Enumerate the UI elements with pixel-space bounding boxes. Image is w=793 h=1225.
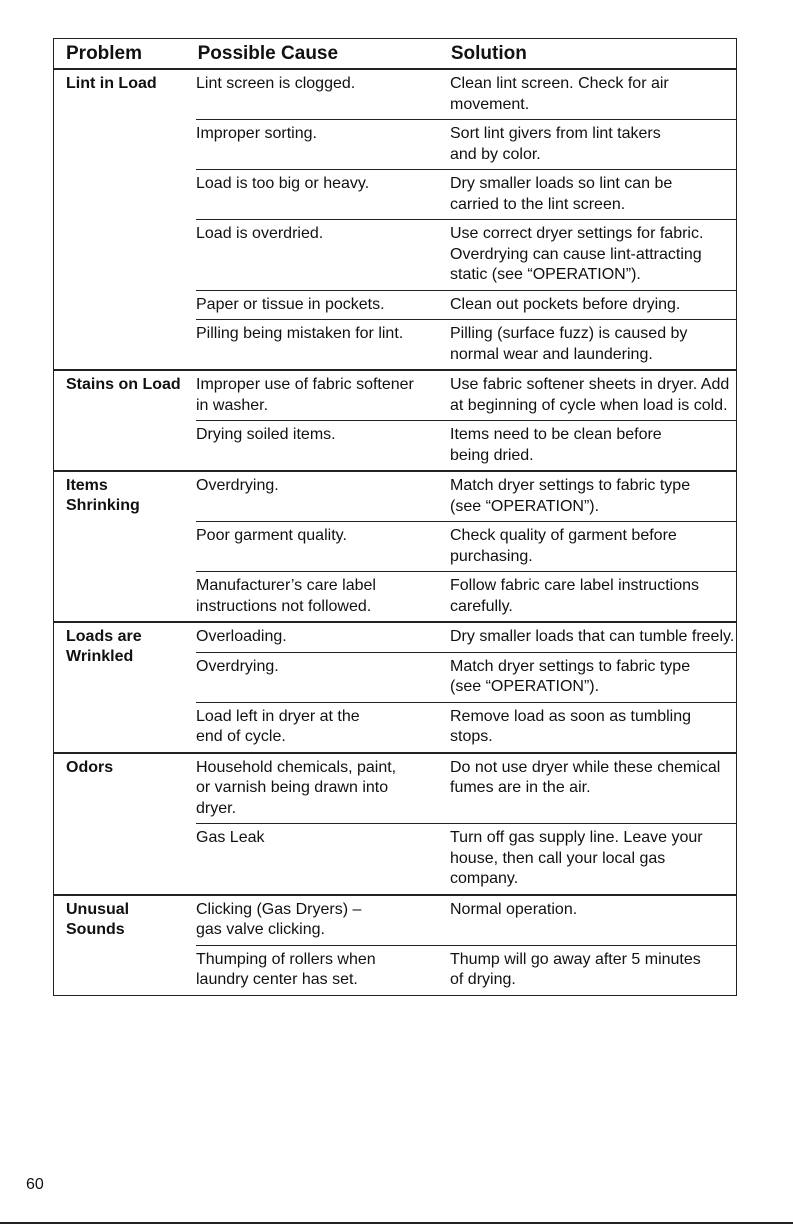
table-header — [54, 39, 736, 70]
table-row — [196, 220, 736, 291]
problem-name: Odors — [66, 758, 114, 776]
table-row — [196, 320, 736, 369]
problem-group — [54, 754, 736, 896]
problem-name: Items Shrinking — [66, 477, 140, 514]
possible-cause: Improper sorting. — [196, 125, 317, 142]
possible-cause: Overdrying. — [196, 657, 279, 675]
problem-name: Loads are Wrinkled — [66, 628, 142, 665]
possible-cause: Load left in dryer at the end of cycle. — [196, 707, 360, 745]
problem-group — [54, 371, 736, 472]
solution: Dry smaller loads that can tumble freely. — [450, 628, 735, 645]
possible-cause: Improper use of fabric softener in washer. — [196, 376, 414, 414]
solution: Pilling (surface fuzz) is caused by normal wear and laundering. — [450, 325, 688, 363]
solution: Clean out pockets before drying. — [450, 295, 681, 313]
possible-cause: Paper or tissue in pockets. — [196, 295, 385, 313]
possible-cause: Poor garment quality. — [196, 527, 347, 544]
solution: Normal operation. — [450, 900, 578, 918]
solution: Clean lint screen. Check for air movement. — [450, 75, 669, 113]
possible-cause: Load is too big or heavy. — [196, 175, 370, 192]
possible-cause: Lint screen is clogged. — [196, 75, 356, 92]
table-row — [196, 472, 736, 522]
page-number: 60 — [26, 1176, 44, 1193]
table-row — [196, 70, 736, 120]
table-row — [196, 824, 736, 894]
table-row — [196, 170, 736, 220]
solution: Remove load as soon as tumbling stops. — [450, 707, 692, 745]
solution: Turn off gas supply line. Leave your house, then call your local gas company. — [450, 829, 703, 887]
table-row — [196, 371, 736, 421]
table-row — [196, 623, 736, 653]
problem-group — [54, 472, 736, 623]
solution: Dry smaller loads so lint can be carried to the lint screen. — [450, 175, 673, 213]
table-row — [196, 120, 736, 170]
problem-name: Lint in Load — [66, 75, 157, 92]
solution: Use fabric softener sheets in dryer. Add at beginning of cycle when load is cold. — [450, 376, 730, 414]
table-row — [196, 946, 736, 995]
possible-cause: Load is overdried. — [196, 225, 324, 242]
header-solution: Solution — [450, 43, 527, 64]
problem-group — [54, 70, 736, 371]
problem-group — [54, 623, 736, 754]
table-body — [54, 70, 736, 995]
table-row — [196, 421, 736, 470]
possible-cause: Clicking (Gas Dryers) – gas valve clicking. — [196, 900, 362, 938]
solution: Do not use dryer while these chemical fumes are in the air. — [450, 758, 721, 796]
header-problem: Problem — [66, 43, 143, 64]
table-row — [196, 522, 736, 572]
solution: Match dryer settings to fabric type (see “OPERATION”). — [450, 477, 691, 515]
possible-cause: Thumping of rollers when laundry center has set. — [196, 950, 376, 988]
bottom-rule — [0, 1222, 793, 1224]
solution: Use correct dryer settings for fabric. Overdrying can cause lint-attracting static (see “OPERATION”). — [450, 225, 704, 283]
solution: Follow fabric care label instructions carefully. — [450, 577, 699, 615]
table-row — [196, 653, 736, 703]
table-row — [196, 896, 736, 946]
solution: Thump will go away after 5 minutes of drying. — [450, 950, 701, 988]
table-row — [196, 754, 736, 825]
possible-cause: Pilling being mistaken for lint. — [196, 325, 404, 342]
header-possible-cause: Possible Cause — [197, 43, 339, 64]
possible-cause: Household chemicals, paint, or varnish being drawn into dryer. — [196, 758, 397, 817]
problem-group — [54, 896, 736, 995]
solution: Sort lint givers from lint takers and by color. — [450, 125, 661, 163]
possible-cause: Overloading. — [196, 628, 287, 645]
solution: Match dryer settings to fabric type (see “OPERATION”). — [450, 657, 691, 695]
problem-name: Unusual Sounds — [66, 900, 130, 938]
table-row — [196, 291, 736, 321]
troubleshooting-table — [53, 38, 737, 996]
table-row — [196, 572, 736, 621]
possible-cause: Overdrying. — [196, 477, 279, 494]
problem-name: Stains on Load — [66, 376, 181, 393]
possible-cause: Drying soiled items. — [196, 426, 336, 443]
solution: Items need to be clean before being dried. — [450, 426, 662, 464]
solution: Check quality of garment before purchasing. — [450, 527, 677, 565]
possible-cause: Manufacturer’s care label instructions not followed. — [196, 577, 376, 615]
possible-cause: Gas Leak — [196, 829, 265, 846]
table-row — [196, 703, 736, 752]
